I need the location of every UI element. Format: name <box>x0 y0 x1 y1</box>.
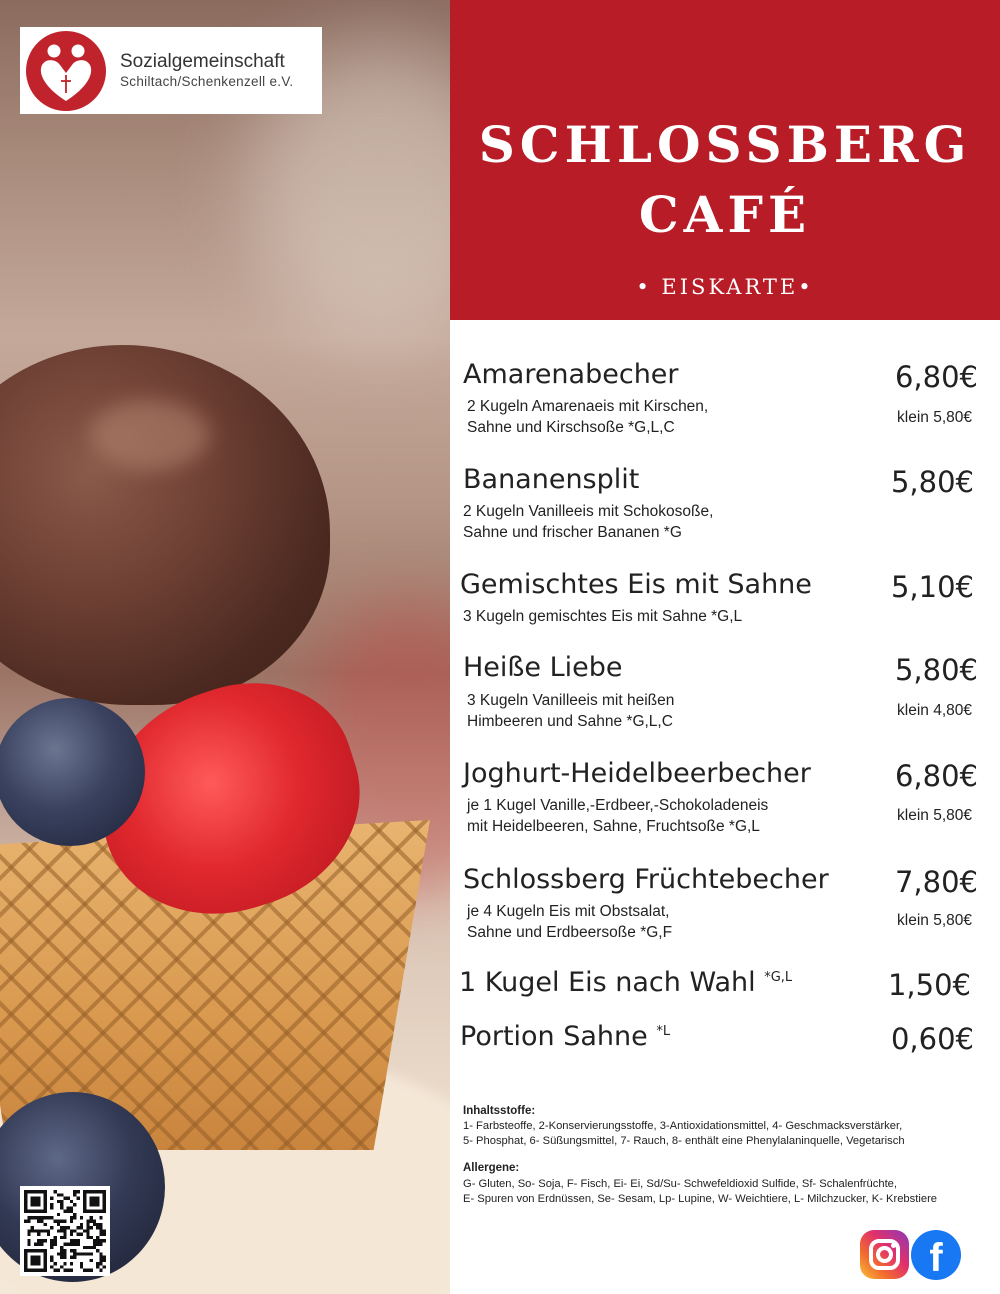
allergens-list: E- Spuren von Erdnüssen, Se- Sesam, Lp- Lupine, W- Weichtiere, L- Milchzucker, K- Krebstiere <box>463 1193 938 1205</box>
menu-item-small-price: klein 5,80€ <box>897 409 972 426</box>
cafe-title-line2: CAFÉ <box>638 185 812 244</box>
menu-item-price: 5,80€ <box>894 653 978 687</box>
allergen-superscript: *G,L <box>764 970 793 985</box>
cafe-title-line1: SCHLOSSBERG <box>478 115 972 174</box>
menu-item-description: 2 Kugeln Vanilleeis mit Schokosoße, <box>463 503 714 520</box>
organization-location: Schiltach/Schenkenzell e.V. <box>120 73 294 89</box>
qr-code-icon[interactable] <box>20 1186 110 1276</box>
menu-item-small-price: klein 4,80€ <box>897 702 972 719</box>
menu-item-name-text: 1 Kugel Eis nach Wahl <box>459 967 756 998</box>
heart-cross-logo-icon <box>26 31 106 111</box>
instagram-icon[interactable] <box>860 1230 909 1279</box>
menu-item-name <box>460 1020 670 1054</box>
menu-item-description: Sahne und Erdbeersoße *G,F <box>467 924 673 941</box>
menu-item-price: 0,60€ <box>890 1022 974 1056</box>
menu-item-description: Sahne und frischer Bananen *G <box>463 524 682 541</box>
menu-item-price: 5,80€ <box>890 465 974 499</box>
menu-item-small-price: klein 5,80€ <box>897 807 972 824</box>
allergens-list: G- Gluten, So- Soja, F- Fisch, Ei- Ei, Sd/Su- Schwefeldioxid Sulfide, Sf- Schalenfrüchte, <box>463 1178 898 1190</box>
menu-item-name-text: Portion Sahne <box>460 1021 648 1052</box>
menu-item-name: Gemischtes Eis mit Sahne <box>460 569 812 600</box>
menu-item-description: Sahne und Kirschsoße *G,L,C <box>467 419 675 436</box>
menu-subtitle: • EISKARTE• <box>636 275 814 299</box>
menu-item-name: Heiße Liebe <box>463 652 623 683</box>
facebook-icon[interactable]: f <box>911 1230 961 1280</box>
organization-name: Sozialgemeinschaft <box>120 50 285 72</box>
ingredients-heading: Inhaltsstoffe: <box>463 1105 536 1117</box>
menu-item-name: Schlossberg Früchtebecher <box>463 864 829 895</box>
menu-item-name: Bananensplit <box>463 464 640 495</box>
menu-item-price: 7,80€ <box>894 865 978 899</box>
ingredients-list: 1- Farbsteoffe, 2-Konservierungsstoffe, 3-Antioxidationsmittel, 4- Geschmacksverstärker, <box>463 1120 903 1132</box>
allergens-heading: Allergene: <box>463 1162 520 1174</box>
menu-item-description: je 1 Kugel Vanille,-Erdbeer,-Schokoladeneis <box>467 797 769 814</box>
menu-item-description: 3 Kugeln Vanilleeis mit heißen <box>467 692 675 709</box>
allergen-superscript: *L <box>656 1024 671 1039</box>
ice-cream-photo <box>0 0 450 1294</box>
menu-item-price: 6,80€ <box>894 360 978 394</box>
menu-item-price: 1,50€ <box>887 968 971 1002</box>
ingredients-list: 5- Phosphat, 6- Süßungsmittel, 7- Rauch, 8- enthält eine Phenylalaninquelle, Vegetarisch <box>463 1135 905 1147</box>
menu-item-description: mit Heidelbeeren, Sahne, Fruchtsoße *G,L <box>467 818 760 835</box>
menu-item-price: 6,80€ <box>894 759 978 793</box>
menu-item-description: 3 Kugeln gemischtes Eis mit Sahne *G,L <box>463 608 743 625</box>
menu-item-small-price: klein 5,80€ <box>897 912 972 929</box>
menu-item-name: Amarenabecher <box>463 359 679 390</box>
header-band <box>450 0 1000 320</box>
menu-item-name <box>459 966 792 1000</box>
menu-item-description: Himbeeren und Sahne *G,L,C <box>467 713 673 730</box>
menu-item-name: Joghurt-Heidelbeerbecher <box>463 758 811 789</box>
menu-item-description: je 4 Kugeln Eis mit Obstsalat, <box>467 903 670 920</box>
cafe-title <box>450 110 1000 250</box>
menu-item-description: 2 Kugeln Amarenaeis mit Kirschen, <box>467 398 709 415</box>
organization-logo[interactable] <box>20 27 322 114</box>
menu-item-price: 5,10€ <box>890 570 974 604</box>
